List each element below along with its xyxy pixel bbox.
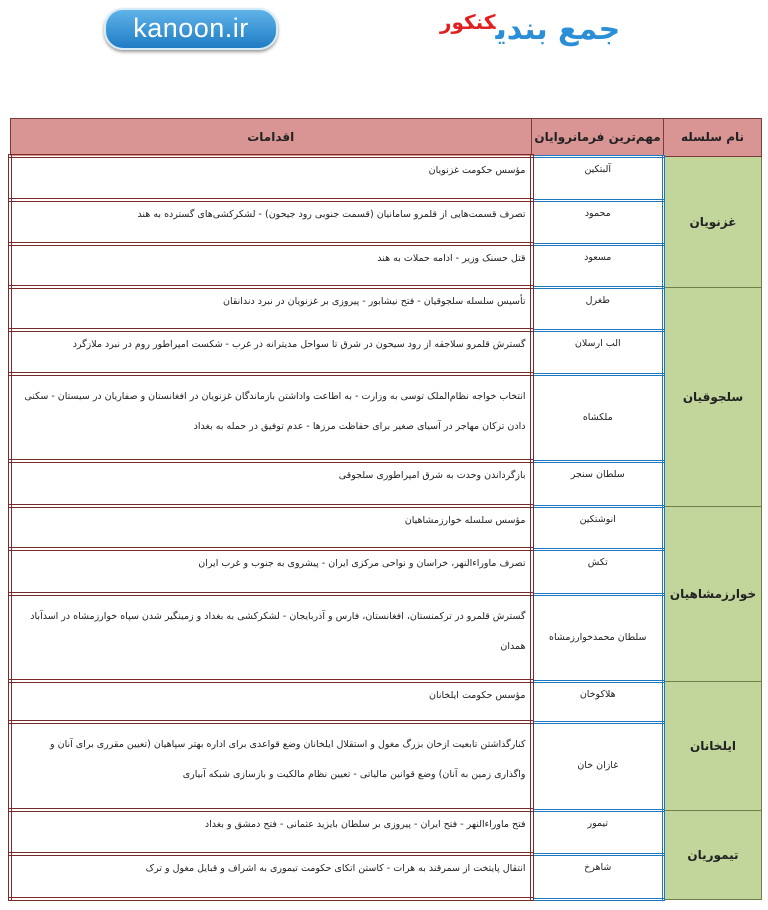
title-main: جمع بندی [495,12,621,47]
table-row [10,681,762,722]
dynasty-name-cell: خوارزمشاهیان [664,506,762,681]
actions-cell: فتح ماوراءالنهر - فتح ایران - پیروزی بر سلطان بایزید عثمانی - فتح دمشق و بغداد [10,810,532,854]
title-logo [440,10,620,47]
table-row [10,374,762,461]
dynasty-name-cell: ایلخانان [664,681,762,810]
ruler-name-cell: ملکشاه [532,374,664,461]
actions-cell: مؤسس سلسله خوارزمشاهیان [10,506,532,549]
actions-cell: انتخاب خواجه نظام‌الملک توسی به وزارت - به اطاعت واداشتن بازماندگان غزنویان در افغانستان و صفاریان در سیستان - سکنی دادن ترکان مهاجر در آسیای صغیر برای حفاظت مرزها - عدم توفیق در حمله به بغداد [10,374,532,461]
ruler-name-cell: سلطان سنجر [532,461,664,506]
ruler-name-cell: مسعود [532,244,664,287]
table-row [10,156,762,200]
title-accent: کنکور [440,10,496,34]
actions-cell: انتقال پایتخت از سمرقند به هرات - کاستن اتکای حکومت تیموری به اشراف و قبایل مغول و ترک [10,854,532,899]
table-row [10,549,762,594]
actions-cell: قتل حسنک وزیر - ادامه حملات به هند [10,244,532,287]
ruler-name-cell: طغرل [532,287,664,330]
actions-cell: گسترش قلمرو در ترکمنستان، افغانستان، فارس و آذربایجان - لشکرکشی به بغداد و زمینگیر شدن سپاه خوارزمشاه در اسدآباد همدان [10,594,532,681]
actions-cell: تصرف قسمت‌هایی از قلمرو سامانیان (قسمت جنوبی رود جیحون) - لشکرکشی‌های گسترده به هند [10,200,532,244]
ruler-name-cell: محمود [532,200,664,244]
ruler-name-cell: الب ارسلان [532,330,664,374]
ruler-name-cell: انوشتکین [532,506,664,549]
ruler-name-cell: هلاکوخان [532,681,664,722]
ruler-name-cell: سلطان محمدخوارزمشاه [532,594,664,681]
table-row [10,506,762,549]
table-row [10,287,762,330]
table-header-row [10,119,762,157]
dynasties-table [8,118,762,901]
table-row [10,461,762,506]
kanoon-logo: kanoon.ir [104,8,278,50]
table-row [10,722,762,810]
ruler-name-cell: آلبتکین [532,156,664,200]
table-row [10,810,762,854]
dynasty-name-cell: سلجوقیان [664,287,762,506]
column-header-actions: اقدامات [10,119,532,157]
table-row [10,594,762,681]
actions-cell: تأسیس سلسله سلجوقیان - فتح نیشابور - پیروزی بر غزنویان در نبرد دندانقان [10,287,532,330]
dynasty-name-cell: تیموریان [664,810,762,899]
ruler-name-cell: تکش [532,549,664,594]
ruler-name-cell: غازان خان [532,722,664,810]
ruler-name-cell: تیمور [532,810,664,854]
actions-cell: گسترش قلمرو سلاجقه از رود سیحون در شرق تا سواحل مدیترانه در غرب - شکست امپراطور روم در نبرد ملازگرد [10,330,532,374]
actions-cell: مؤسس حکومت غزنویان [10,156,532,200]
dynasty-name-cell: غزنویان [664,156,762,287]
table-row [10,330,762,374]
actions-cell: تصرف ماوراءالنهر، خراسان و نواحی مرکزی ایران - پیشروی به جنوب و غرب ایران [10,549,532,594]
actions-cell: بازگرداندن وحدت به شرق امپراطوری سلجوقی [10,461,532,506]
actions-cell: مؤسس حکومت ایلخانان [10,681,532,722]
table-row [10,200,762,244]
column-header-ruler: مهم‌ترین فرمانروایان [532,119,664,157]
table-row [10,854,762,899]
ruler-name-cell: شاهرخ [532,854,664,899]
actions-cell: کنارگذاشتن تابعیت ازخان بزرگ مغول و استقلال ایلخانان وضع قواعدی برای اداره بهتر سپاهیان (تعیین مقرری برای آنان و واگذاری زمین به آنان) وضع قوانین مالیاتی - تعیین نظام مالکیت و بازسازی شبکه آبیاری [10,722,532,810]
column-header-dynasty: نام سلسله [664,119,762,157]
table-row [10,244,762,287]
